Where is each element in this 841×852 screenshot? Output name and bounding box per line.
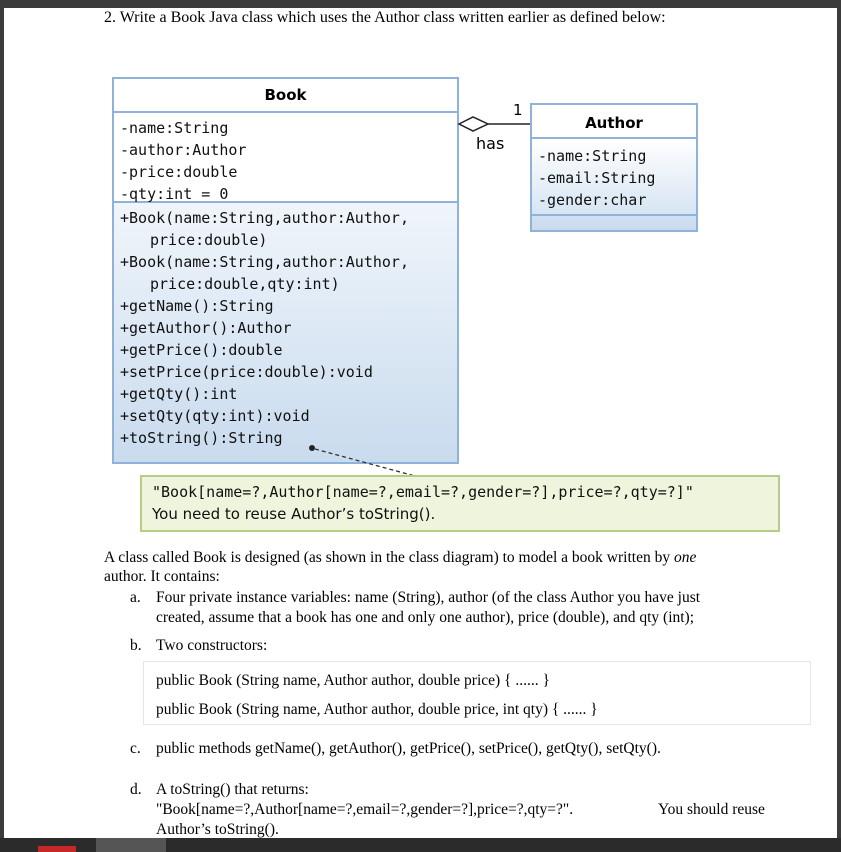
book-method: +getPrice():double	[120, 341, 283, 359]
book-method: +getName():String	[120, 297, 274, 315]
intro-line-2: author. It contains:	[104, 568, 220, 585]
author-field: -name:String	[538, 147, 647, 165]
constructor-code-1: public Book (String name, Author author, double price) { ...... }	[156, 672, 550, 689]
author-field: -email:String	[538, 169, 656, 187]
book-field: -price:double	[120, 163, 238, 181]
taskbar-item[interactable]	[96, 838, 166, 852]
book-class-box	[112, 77, 459, 464]
taskbar-app-icon[interactable]	[38, 846, 76, 852]
author-fields	[532, 139, 696, 216]
book-method: price:double,qty:int)	[150, 275, 340, 293]
right-edge	[837, 8, 841, 838]
book-class-title: Book	[114, 79, 457, 113]
book-method: price:double)	[150, 231, 268, 249]
book-fields	[114, 113, 457, 203]
item-d-line-1: A toString() that returns:	[156, 781, 309, 798]
association-label: has	[476, 134, 505, 153]
book-field: -qty:int = 0	[120, 185, 229, 203]
intro-emphasis: one	[673, 549, 697, 566]
book-field: -name:String	[120, 119, 229, 137]
item-c-text: public methods getName(), getAuthor(), getPrice(), setPrice(), getQty(), setQty().	[156, 740, 661, 757]
author-class-title: Author	[532, 105, 696, 139]
multiplicity-label: 1	[513, 101, 523, 119]
tostring-note	[140, 475, 780, 532]
book-method: +getAuthor():Author	[120, 319, 292, 337]
book-field: -author:Author	[120, 141, 247, 159]
item-d-line-2b: You should reuse	[658, 801, 765, 818]
list-marker-a: a.	[130, 589, 141, 606]
item-a-line-2: created, assume that a book has one and only one author), price (double), and qty (int);	[156, 609, 695, 626]
left-edge	[0, 8, 4, 838]
list-marker-d: d.	[130, 781, 142, 798]
intro-text: A class called Book is designed (as shown in the class diagram) to model a book written by	[104, 549, 674, 566]
book-method: +Book(name:String,author:Author,	[120, 253, 409, 271]
item-d-line-2a: "Book[name=?,Author[name=?,email=?,gender=?],price=?,qty=?".	[156, 801, 574, 818]
question-title: 2. Write a Book Java class which uses the Author class written earlier as defined below:	[104, 9, 666, 26]
author-field: -gender:char	[538, 191, 647, 209]
intro-line-1	[104, 548, 696, 568]
aggregation-diamond-icon	[459, 117, 488, 131]
note-connector	[305, 440, 425, 480]
author-class-box	[530, 103, 698, 232]
note-line: You need to reuse Author’s toString().	[152, 505, 436, 523]
item-d-line-3: Author’s toString().	[156, 821, 279, 838]
book-method: +setPrice(price:double):void	[120, 363, 373, 381]
book-method: +getQty():int	[120, 385, 238, 403]
note-line: "Book[name=?,Author[name=?,email=?,gender=?],price=?,qty=?]"	[152, 483, 694, 501]
list-marker-b: b.	[130, 637, 142, 654]
item-b-text: Two constructors:	[156, 637, 268, 654]
constructor-code-2: public Book (String name, Author author, double price, int qty) { ...... }	[156, 701, 598, 718]
note-dashed-line	[315, 449, 415, 476]
book-method: +toString():String	[120, 429, 283, 447]
list-marker-c: c.	[130, 740, 141, 757]
book-method: +Book(name:String,author:Author,	[120, 209, 409, 227]
item-a-line-1: Four private instance variables: name (String), author (of the class Author you have just	[156, 589, 701, 606]
book-methods	[114, 203, 457, 453]
book-method: +setQty(qty:int):void	[120, 407, 310, 425]
note-anchor-dot	[309, 445, 315, 451]
top-bar	[0, 0, 841, 8]
